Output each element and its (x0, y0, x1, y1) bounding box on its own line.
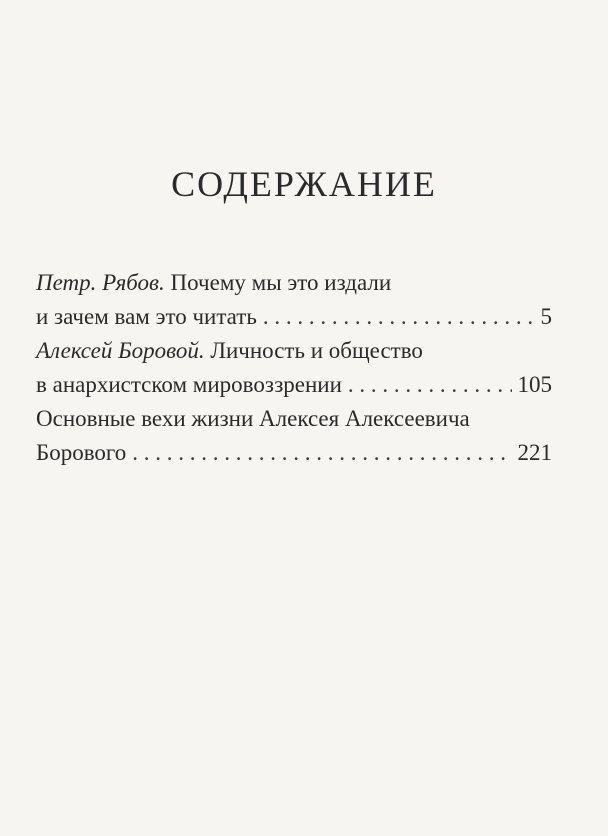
toc-entry-second-line (36, 436, 552, 470)
toc-entry (36, 334, 552, 402)
table-of-contents (36, 266, 552, 470)
dot-leader (132, 436, 511, 470)
toc-entry-title-continued: Борового (36, 440, 127, 465)
toc-entry (36, 402, 552, 470)
toc-entry-title-continued: и зачем вам это читать (36, 304, 257, 329)
toc-entry-page-number: 221 (517, 440, 552, 465)
toc-entry-first-line (36, 266, 552, 300)
toc-entry-first-line (36, 402, 552, 436)
toc-entry-author: Алексей Боровой. (36, 338, 205, 363)
toc-entry-author: Петр. Рябов. (36, 270, 165, 295)
toc-entry-title: Почему мы это издали (170, 270, 392, 295)
toc-entry-page-number: 105 (517, 372, 552, 397)
toc-entry-title: Основные вехи жизни Алексея Алексеевича (36, 406, 470, 431)
toc-entry-page-number: 5 (540, 304, 552, 329)
toc-entry-title-continued: в анархистском мировоззрении (36, 372, 342, 397)
toc-entry-title: Личность и общество (210, 338, 423, 363)
toc-entry-second-line (36, 300, 552, 334)
toc-entry-second-line (36, 368, 552, 402)
dot-leader (348, 368, 512, 402)
page-title: СОДЕРЖАНИЕ (171, 164, 437, 204)
dot-leader (263, 300, 535, 334)
toc-entry (36, 266, 552, 334)
toc-entry-first-line (36, 334, 552, 368)
